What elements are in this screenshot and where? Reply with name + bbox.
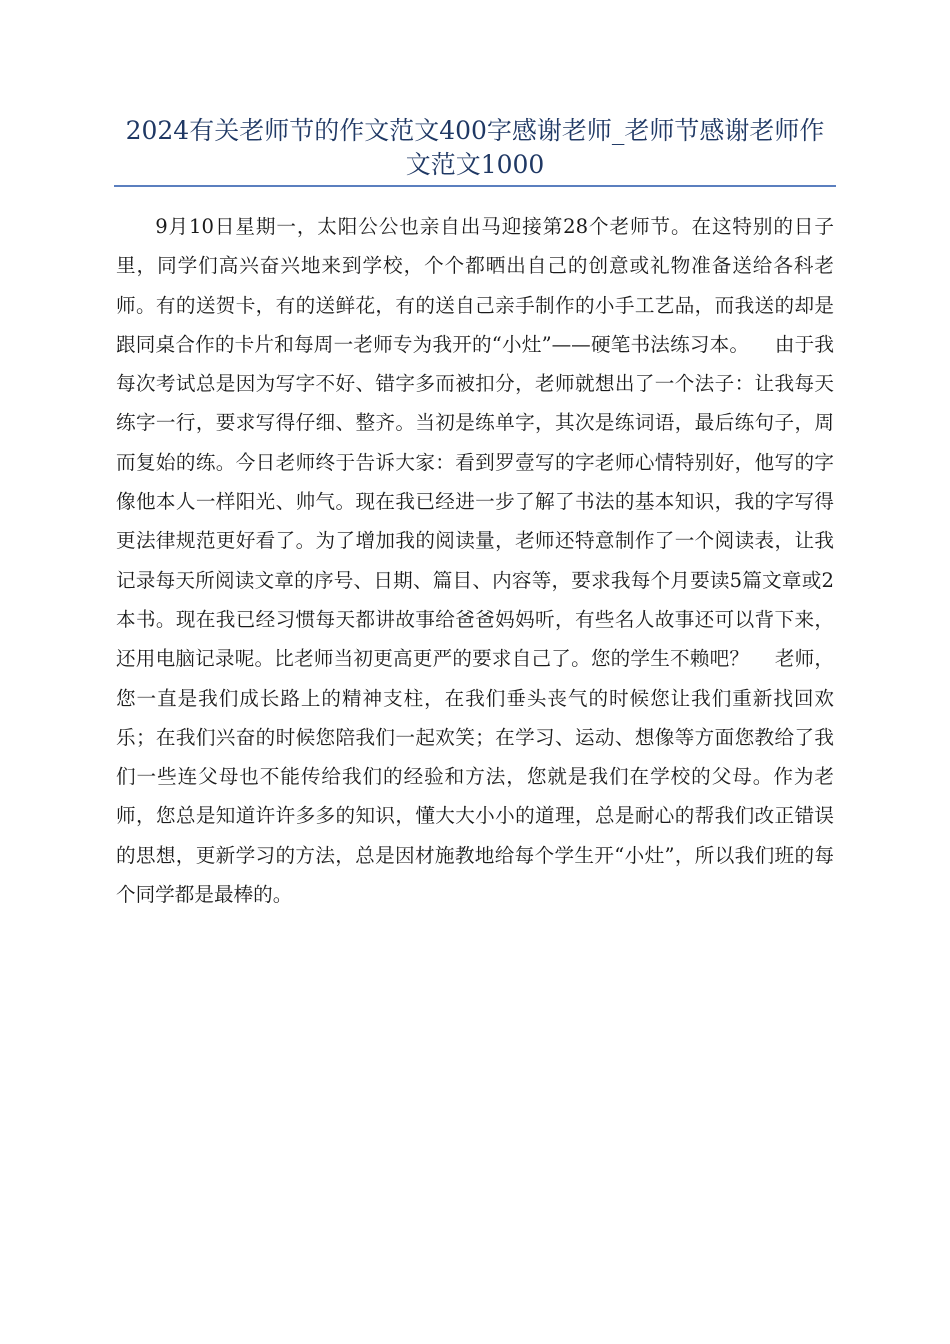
document-title: 2024有关老师节的作文范文400字感谢老师_老师节感谢老师作文范文1000 [125, 116, 825, 179]
title-underline-divider [114, 185, 836, 187]
document-body-paragraph: 9月10日星期一，太阳公公也亲自出马迎接第28个老师节。在这特别的日子里，同学们高兴奋兴地来到学校，个个都晒出自己的创意或礼物准备送给各科老师。有的送贺卡，有的送鲜花，有的送自己亲手制作的小手工艺品，而我送的却是跟同桌合作的卡片和每周一老师专为我开的“小灶”——硬笔书法练习本。 由于我每次考试总是因为写字不好、错字多而被扣分，老师就想出了一个法子：让我每天练字一行，要求写得仔细、整齐。当初是练单字，其次是练词语，最后练句子，周而复始的练。今日老师终于告诉大家：看到罗壹写的字老师心情特别好，他写的字像他本人一样阳光、帅气。现在我已经进一步了解了书法的基本知识，我的字写得更法律规范更好看了。为了增加我的阅读量，老师还特意制作了一个阅读表，让我记录每天所阅读文章的序号、日期、篇目、内容等，要求我每个月要读5篇文章或2本书。现在我已经习惯每天都讲故事给爸爸妈妈听，有些名人故事还可以背下来，还用电脑记录呢。比老师当初更高更严的要求自己了。您的学生不赖吧？ 老师，您一直是我们成长路上的精神支柱，在我们垂头丧气的时候您让我们重新找回欢乐；在我们兴奋的时候您陪我们一起欢笑；在学习、运动、想像等方面您教给了我们一些连父母也不能传给我们的经验和方法，您就是我们在学校的父母。作为老师，您总是知道许许多多的知识，懂大大小小的道理，总是耐心的帮我们改正错误的思想，更新学习的方法，总是因材施教地给每个学生开“小灶”，所以我们班的每个同学都是最棒的。 [116, 215, 834, 907]
